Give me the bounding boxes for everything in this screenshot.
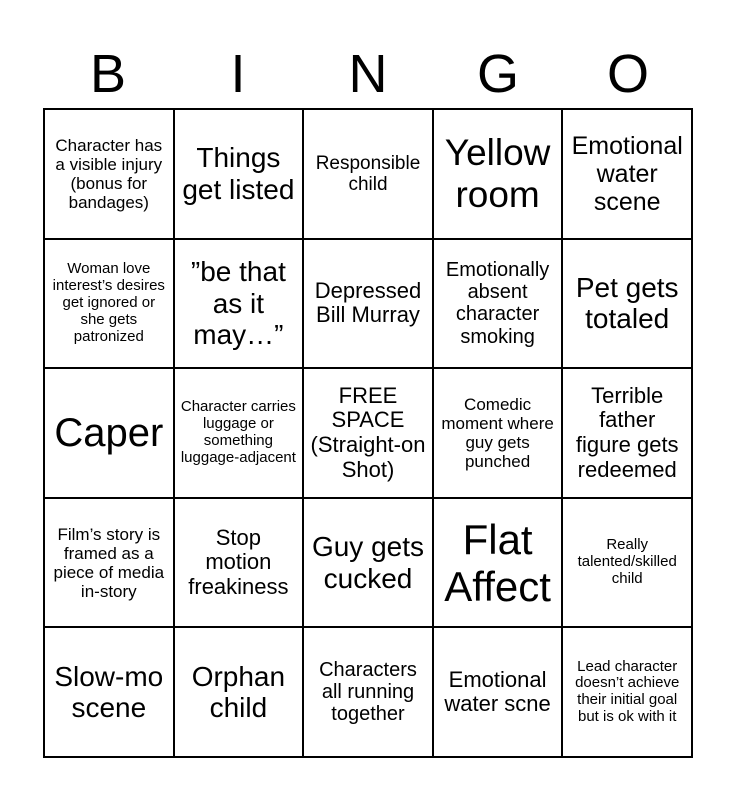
cell-text: Emotionally absent character smoking (445, 258, 550, 348)
bingo-cell-r3c5[interactable] (562, 368, 692, 498)
bingo-cell-r4c4[interactable] (433, 498, 563, 628)
bingo-cell-r2c4[interactable] (433, 239, 563, 369)
bingo-cell-r5c5[interactable] (562, 627, 692, 757)
cell-text: Comedic moment where guy gets punched (441, 394, 554, 472)
bingo-cell-r2c2[interactable] (174, 239, 304, 369)
cell-text: Things get listed (182, 142, 295, 205)
bingo-cell-r5c2[interactable] (174, 627, 304, 757)
header-letter-n: N (348, 44, 388, 104)
bingo-cell-r1c5[interactable] (562, 109, 692, 239)
bingo-cell-r4c5[interactable] (562, 498, 692, 628)
cell-text: Depressed Bill Murray (314, 277, 422, 328)
header-letter-b: B (89, 44, 127, 104)
bingo-cell-r4c1[interactable] (44, 498, 174, 628)
bingo-cell-r3c3[interactable] (303, 368, 433, 498)
cell-text: Pet gets totaled (575, 272, 679, 335)
cell-text: FREE SPACE (Straight-on Shot) (310, 382, 426, 482)
cell-text: Stop motion freakiness (188, 524, 289, 599)
cell-text: Emotional water scene (571, 131, 683, 216)
bingo-cell-r5c4[interactable] (433, 627, 563, 757)
cell-text: Responsible child (315, 152, 421, 195)
cell-text: Caper (54, 410, 164, 455)
bingo-cell-r1c3[interactable] (303, 109, 433, 239)
cell-text: Guy gets cucked (311, 531, 425, 594)
cell-text: Woman love interest’s desires get ignored or she gets patronized (52, 260, 165, 345)
bingo-cell-r1c4[interactable] (433, 109, 563, 239)
bingo-cell-r3c1[interactable] (44, 368, 174, 498)
cell-text: Lead character doesn’t achieve their initial goal but is ok with it (575, 657, 680, 725)
cell-text: Flat Affect (444, 515, 551, 610)
bingo-grid (43, 108, 693, 758)
cell-text: Really talented/skilled child (577, 536, 677, 587)
bingo-cell-r1c2[interactable] (174, 109, 304, 239)
bingo-cell-r3c4[interactable] (433, 368, 563, 498)
header-letter-o: O (606, 44, 649, 104)
cell-text: Film’s story is framed as a piece of media in-story (53, 524, 165, 601)
bingo-cell-r5c3[interactable] (303, 627, 433, 757)
header-letter-g: G (476, 44, 519, 104)
cell-text: ”be that as it may…” (190, 256, 286, 351)
bingo-cell-r2c3[interactable] (303, 239, 433, 369)
bingo-cell-r1c1[interactable] (44, 109, 174, 239)
bingo-cell-r4c3[interactable] (303, 498, 433, 628)
cell-text: Orphan child (191, 660, 286, 724)
header-letter-i: I (230, 44, 246, 104)
cell-text: Character carries luggage or something luggage-adjacent (180, 398, 296, 466)
cell-text: Character has a visible injury (bonus for bandages) (55, 135, 163, 212)
cell-text: Characters all running together (319, 658, 417, 726)
bingo-cell-r2c5[interactable] (562, 239, 692, 369)
cell-text: Emotional water scne (444, 666, 551, 717)
bingo-cell-r4c2[interactable] (174, 498, 304, 628)
bingo-cell-r3c2[interactable] (174, 368, 304, 498)
bingo-cell-r2c1[interactable] (44, 239, 174, 369)
cell-text: Terrible father figure gets redeemed (575, 382, 679, 482)
cell-text: Yellow room (444, 132, 551, 215)
cell-text: Slow-mo scene (54, 660, 164, 724)
bingo-header (43, 40, 693, 108)
bingo-cell-r5c1[interactable] (44, 627, 174, 757)
